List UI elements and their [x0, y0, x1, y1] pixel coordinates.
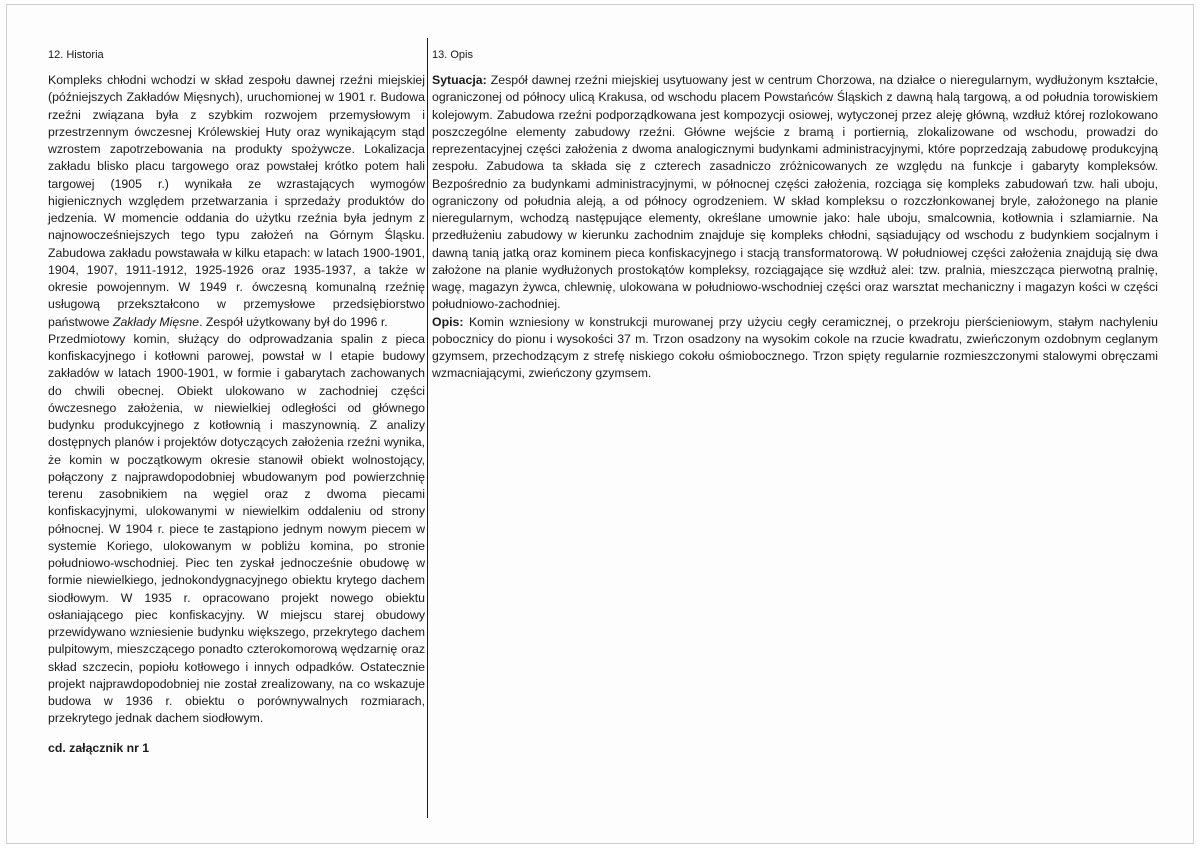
opis-label: Opis: — [432, 314, 464, 329]
historia-paragraph-1 — [48, 72, 425, 331]
sytuacja-paragraph — [432, 72, 1158, 314]
opis-column — [432, 72, 1158, 383]
continuation-note: cd. załącznik nr 1 — [48, 740, 150, 755]
opis-paragraph — [432, 314, 1158, 383]
historia-company-name: Zakłady Mięsne — [112, 314, 200, 329]
historia-paragraph-1-text: Kompleks chłodni wchodzi w skład zespołu dawnej rzeźni miejskiej (późniejszych Zakładów Mięsnych), uruchomionej w 1901 r. Budowa rzeźni związana była z szybkim rozwojem przemysłowym i przestrzennym ówczesnej Królewskiej Huty oraz wynikającym stąd wzrostem zapotrzebowania na produkty spożywcze. Lokalizacja zakładu blisko placu targowego oraz powstałej krótko potem hali targowej (1905 r.) wynikała ze wzrastających wymogów higienicznych względem przetwarzania i sprzedaży produktów do jedzenia. W momencie oddania do użytku rzeźnia była jednym z najnowocześniejszych tego typu założeń na Górnym Śląsku. Zabudowa zakładu powstawała w kilku etapach: w latach 1900-1901, 1904, 1907, 1911-1912, 1925-1926 oraz 1935-1937, a także w okresie powojennym. W 1949 r. ówczesną komunalną rzeźnię usługową przekształcono w przemysłowe przedsiębiorstwo państwowe — [48, 73, 425, 329]
section-heading-opis: 13. Opis — [432, 49, 473, 61]
opis-text: Komin wzniesiony w konstrukcji murowanej przy użyciu cegły ceramicznej, o przekroju pierścieniowym, stałym nachyleniu pobocznicy do pionu i wysokości 37 m. Trzon osadzony na wysokim cokole na rzucie kwadratu, zwieńczonym ozdobnym ceglanym gzymsem, przechodzącym z strefę niskiego cokołu ośmiobocznego. Trzon spięty regularnie rozmieszczonymi stalowymi obręczami wzmacniającymi, zwieńczony gzymsem. — [432, 314, 1158, 381]
historia-column — [48, 72, 425, 757]
sytuacja-text: Zespół dawnej rzeźni miejskiej usytuowany jest w centrum Chorzowa, na działce o nieregularnym, wydłużonym kształcie, ograniczonej od północy ulicą Krakusa, od wschodu placem Powstańców Śląskich z dawną halą targową, a od południa torowiskiem kolejowym. Zabudowa rzeźni podporządkowana jest kompozycji osiowej, wytyczonej przez aleję główną, wzdłuż której rozlokowano poszczególne elementy zabudowy rzeźni. Główne wejście z bramą i portiernią, zlokalizowane od wschodu, prowadzi do reprezentacyjnej części założenia z dwoma analogicznymi budynkami administracyjnymi, które poprzedzają zabudowę produkcyjną zespołu. Zabudowa ta składa się z czterech zasadniczo zróżnicowanych ze względu na funkcje i gabaryty kompleksów. Bezpośrednio za budynkami administracyjnymi, w północnej części założenia, rozciąga się kompleks zabudowań tzw. hali uboju, ograniczony od południa aleją, a od północy ogrodzeniem. W skład kompleksu o rozczłonkowanej bryle, założonego na planie nieregularnym, wchodzą następujące elementy, określane umownie jako: hale uboju, smalcownia, kotłownia i szlamiarnie. Na przedłużeniu zabudowy w kierunku zachodnim znajduje się kompleks chłodni, sąsiadujący od wschodu z budynkiem socjalnym i dawną tanią jatką oraz kominem pieca konfiskacyjnego i stacją transformatorową. W południowej części założenia znajdują się dwa założone na planie wydłużonych prostokątów kompleksy, rozciągające się wzdłuż alei: tzw. pralnia, mieszcząca pierwotną pralnię, wagę, magazyn żywca, chlewnię, ulokowana w południowo-wschodniej części oraz warsztat mechaniczny i magazyn kości w części południowo-zachodniej. — [432, 73, 1158, 312]
sytuacja-label: Sytuacja: — [432, 73, 487, 87]
historia-paragraph-2: Przedmiotowy komin, służący do odprowadzania spalin z pieca konfiskacyjnego i kotłowni parowej, powstał w I etapie budowy zakładów w latach 1900-1901, w formie i gabarytach zachowanych do chwili obecnej. Obiekt ulokowano w zachodniej części ówczesnego założenia, w niewielkiej odległości od głównego budynku produkcyjnego z kotłownią i maszynownią. Z analizy dostępnych planów i projektów dotyczących założenia rzeźni wynika, że komin w początkowym okresie stanowił obiekt wolnostojący, połączony z najprawdopodobniej wbudowanym pod powierzchnię terenu zasobnikiem na węgiel oraz z dwoma piecami konfiskacyjnymi, ulokowanymi w niewielkim oddaleniu od strony północnej. W 1904 r. piece te zastąpiono jednym nowym piecem w systemie Koriego, ulokowanym w pobliżu komina, po stronie południowo-wschodniej. Piec ten zyskał jednocześnie obudowę w formie niewielkiego, jednokondygnacyjnego obiektu krytego dachem siodłowym. W 1935 r. opracowano projekt nowego obiektu osłaniającego piec konfiskacyjny. W miejscu starej obudowy przewidywano wzniesienie budynku większego, przekrytego dachem pulpitowym, mieszczącego ponadto czterokomorową wędzarnię oraz skład szczecin, popiołu kotłowego i innych odpadków. Ostatecznie projekt najprawdopodobniej nie został zrealizowany, na co wskazuje budowa w 1936 r. obiektu o porównywalnych rozmiarach, przekrytego jednak dachem siodłowym. — [48, 331, 425, 726]
column-divider — [427, 38, 428, 818]
historia-paragraph-1-tail: . Zespół użytkowany był do 1996 r. — [199, 314, 388, 329]
section-heading-historia: 12. Historia — [48, 49, 104, 61]
